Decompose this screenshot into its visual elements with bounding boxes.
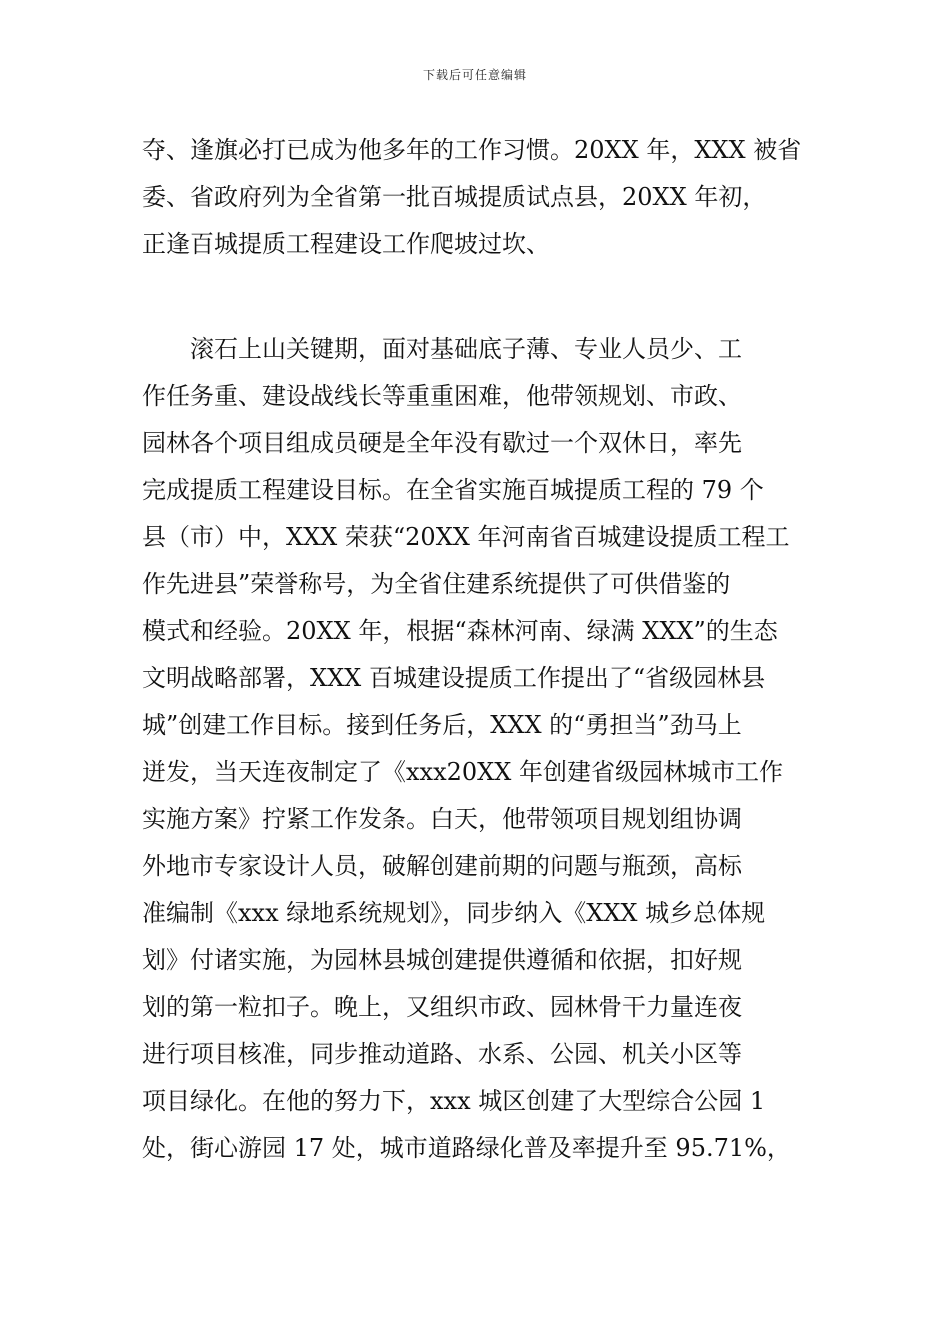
text-line: 进行项目核准，同步推动道路、水系、公园、机关小区等 [142, 1040, 742, 1068]
text-line: 夺、逢旗必打已成为他多年的工作习惯。20XX 年，XXX 被省 [142, 136, 802, 164]
paragraph-2 [142, 326, 812, 1172]
text-line: 处，街心游园 17 处，城市道路绿化普及率提升至 95.71%， [142, 1134, 791, 1162]
page-header: 下载后可任意编辑 [422, 68, 527, 82]
text-line: 迸发，当天连夜制定了《xxx20XX 年创建省级园林城市工作 [142, 758, 783, 786]
text-line: 作任务重、建设战线长等重重困难，他带领规划、市政、 [142, 382, 742, 410]
text-line: 模式和经验。20XX 年，根据“森林河南、绿满 XXX”的生态 [142, 617, 778, 645]
paragraph-1 [142, 127, 812, 268]
text-line: 作先进县”荣誉称号，为全省住建系统提供了可供借鉴的 [142, 570, 731, 598]
text-line: 县（市）中，XXX 荣获“20XX 年河南省百城建设提质工程工 [142, 523, 790, 551]
text-line: 实施方案》拧紧工作发条。白天，他带领项目规划组协调 [142, 805, 742, 833]
text-line: 园林各个项目组成员硬是全年没有歇过一个双休日，率先 [142, 429, 742, 457]
text-line: 委、省政府列为全省第一批百城提质试点县，20XX 年初， [142, 183, 767, 211]
text-line: 准编制《xxx 绿地系统规划》，同步纳入《XXX 城乡总体规 [142, 899, 766, 927]
text-line: 外地市专家设计人员，破解创建前期的问题与瓶颈，高标 [142, 852, 742, 880]
text-line: 完成提质工程建设目标。在全省实施百城提质工程的 79 个 [142, 476, 764, 504]
text-line: 滚石上山关键期，面对基础底子薄、专业人员少、工 [142, 335, 742, 363]
text-line: 正逢百城提质工程建设工作爬坡过坎、 [142, 230, 550, 258]
text-line: 划的第一粒扣子。晚上，又组织市政、园林骨干力量连夜 [142, 993, 742, 1021]
text-line: 文明战略部署，XXX 百城建设提质工作提出了“省级园林县 [142, 664, 766, 692]
text-line: 城”创建工作目标。接到任务后，XXX 的“勇担当”劲马上 [142, 711, 742, 739]
text-line: 项目绿化。在他的努力下，xxx 城区创建了大型综合公园 1 [142, 1087, 766, 1115]
text-line: 划》付诸实施，为园林县城创建提供遵循和依据，扣好规 [142, 946, 742, 974]
